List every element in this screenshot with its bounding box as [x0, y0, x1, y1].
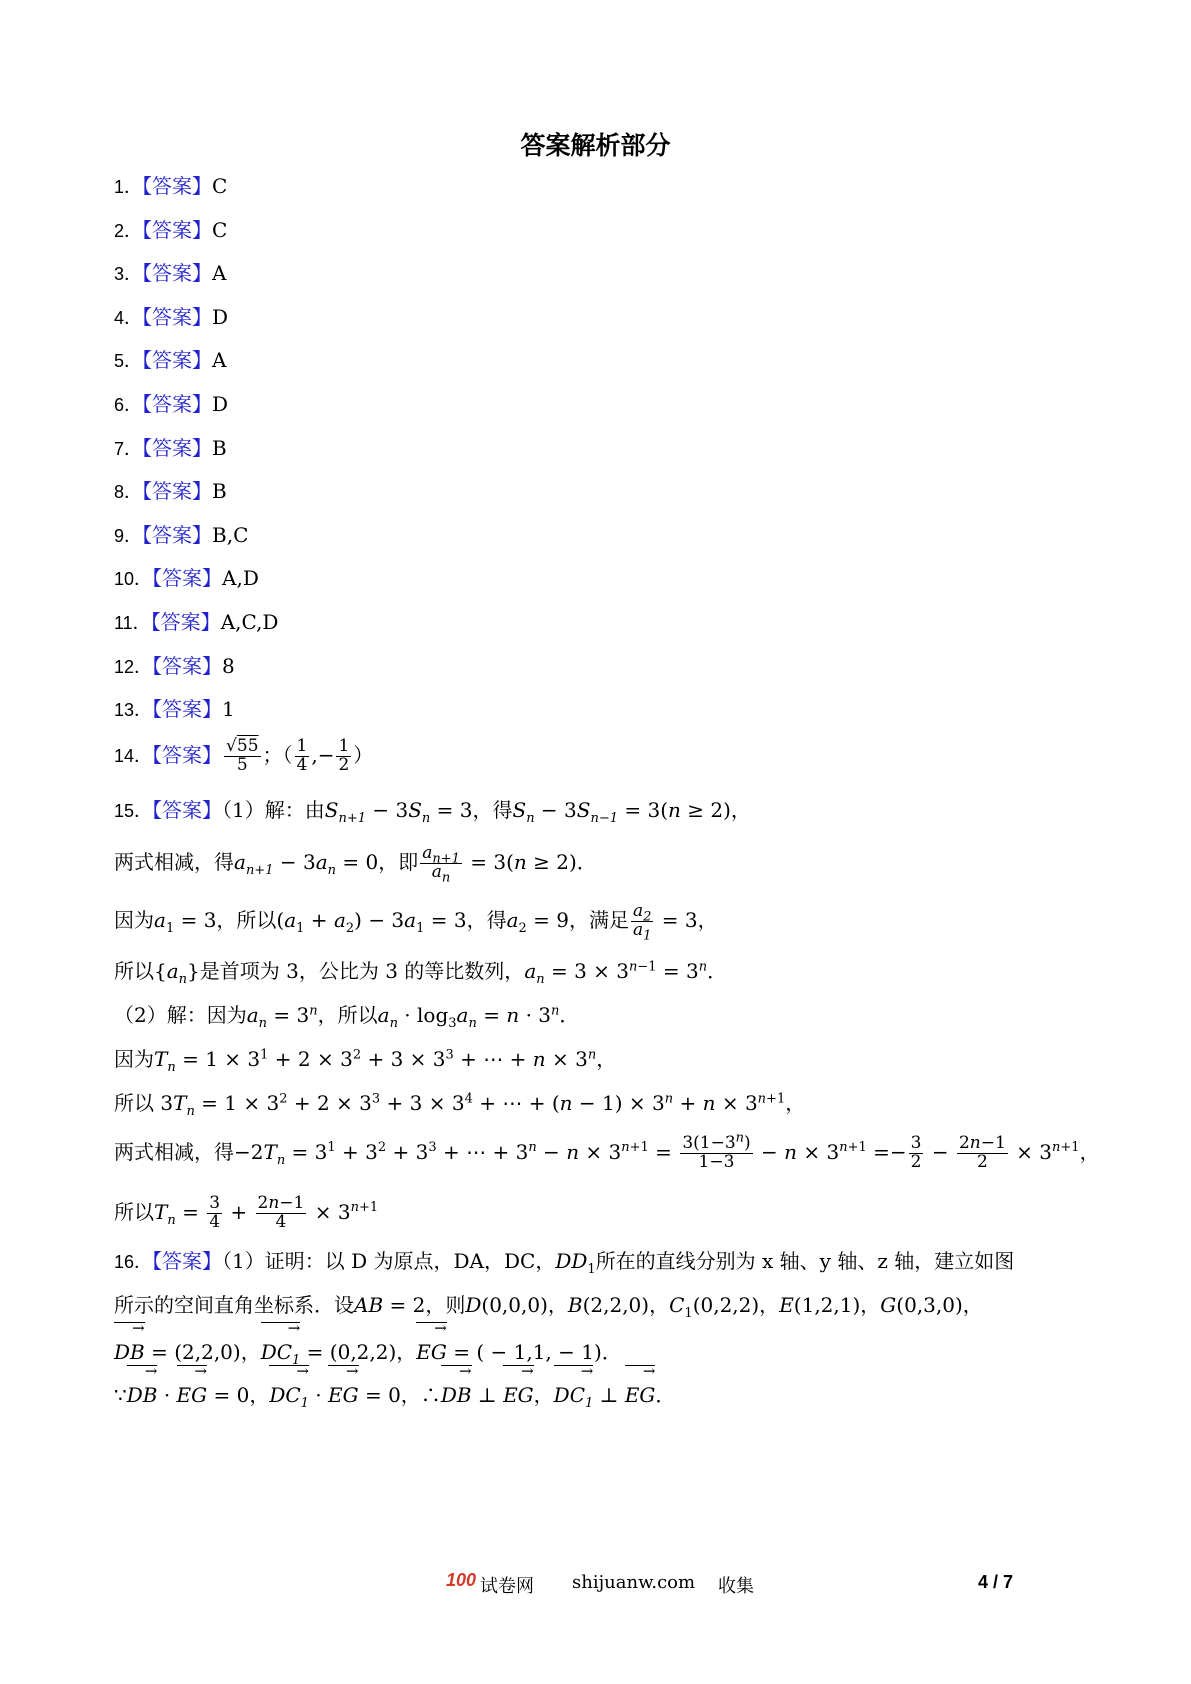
answer-value: D — [212, 392, 229, 416]
question-number: 3． — [114, 264, 143, 285]
answer-value: 1 — [222, 697, 235, 722]
answer-tag: 【答案】 — [152, 566, 223, 591]
answer-value: C — [212, 174, 228, 198]
answer-tag: 【答案】 — [152, 1249, 223, 1273]
answer-4 — [114, 302, 228, 333]
answer-1 — [114, 171, 227, 202]
answer-7 — [114, 433, 227, 464]
question-number: 14． — [114, 745, 153, 766]
answer-value: B — [212, 435, 227, 460]
answer-15-line-3: 因为$a_1 = 3$，所以$(a_1 + a_2) - 3a_1 = 3$，得$a_2 = 9$，满足 $\frac{a_2}{a_1}$ = 3， — [114, 901, 718, 944]
answer-tag: 【答案】 — [142, 348, 213, 373]
question-number: 4． — [114, 307, 143, 328]
answer-tag: 【答案】 — [152, 742, 223, 767]
answer-tag: 【答案】 — [142, 392, 213, 416]
answer-16-line-3: → DB = (2,2,0)，→ $DC_1 = (0,2,2)$，→ EG = ( − 1,1, − 1)． — [114, 1337, 622, 1367]
answer-value: A,C,D — [220, 610, 279, 634]
answer-13 — [114, 694, 235, 725]
answer-value: B — [212, 479, 227, 504]
answer-tag: 【答案】 — [152, 653, 223, 678]
answer-15-line-8: 两式相减，得$-2T_n = 3^1 + 3^2 + 3^3$ + ⋯ + $3^n - n \times 3^{n+1}$ = $\frac{3(1-3^n)}{1-3}$ − $n \times 3^{n+1}$ =− $\frac{3}{2}$ − $\frac{2n-1}{2}$ × $3^{n+1}$， — [114, 1130, 1100, 1172]
question-number: 13． — [114, 700, 153, 721]
fraction-sqrt55-over-5: $\frac{√55}{5}$ — [226, 736, 259, 775]
question-number: 11． — [114, 613, 151, 633]
question-number: 12． — [114, 656, 153, 677]
answer-8 — [114, 476, 227, 507]
answer-15-line-1: 15．【答案】（1）解：由$S_{n+1} - 3S_n = 3$，得$S_n - 3S_{n-1} = 3(n \ge 2)$， — [114, 798, 751, 826]
collect-label: 收集 — [718, 1576, 754, 1597]
answer-value: A — [212, 348, 227, 373]
answer-tag: 【答案】 — [150, 610, 221, 634]
answer-9 — [114, 520, 248, 551]
answer-12 — [114, 651, 235, 682]
answer-value: D — [212, 304, 229, 329]
answer-3 — [114, 258, 226, 289]
answer-tag: 【答案】 — [142, 479, 213, 504]
answer-15-line-6: 因为$T_n = 1 \times 3^1 + 2 \times 3^2 + 3 \times 3^3$ + ⋯ + $n \times 3^n$， — [114, 1047, 617, 1075]
question-number: 6． — [114, 395, 143, 415]
question-number: 7． — [114, 438, 143, 459]
question-number: 1． — [114, 177, 143, 197]
answer-15-line-9: 所以$T_n$ = $\frac{3}{4}$ + $\frac{2n-1}{4}$ × $3^{n+1}$ — [114, 1193, 379, 1232]
answer-tag: 【答案】 — [142, 217, 213, 242]
answer-16-line-2: 所示的空间直角坐标系．设AB = 2，则D(0,0,0)，B(2,2,0)，$C_1(0,2,2)$，E(1,2,1)，G(0,3,0)， — [114, 1293, 983, 1321]
answer-15-line-4: 所以$\{a_n\}$是首项为 3，公比为 3 的等比数列，$a_n = 3 \times 3^{n-1} = 3^n$． — [114, 959, 728, 987]
question-number: 9． — [114, 525, 143, 546]
question-number: 8． — [114, 482, 143, 503]
answer-16-line-1: 16．【答案】（1）证明：以 D 为原点，DA，DC，$DD_1$所在的直线分别为 x 轴、y 轴、z 轴，建立如图 — [114, 1249, 1015, 1277]
page-title: 答案解析部分 — [520, 131, 671, 160]
question-number: 2． — [114, 220, 143, 241]
answer-15-line-7: 所以 $3T_n = 1 \times 3^2 + 2 \times 3^3 + 3 \times 3^4$ + ⋯ + $(n - 1) \times 3^n + n \times 3^{n+1}$， — [114, 1091, 806, 1119]
answer-2 — [114, 215, 227, 246]
answer-6 — [114, 389, 228, 420]
answer-tag: 【答案】 — [142, 435, 213, 460]
answer-16-line-4: ∵→ DB · → EG = 0，→ $DC_1$ · → EG = 0，∴→ DB ⊥ → EG，→ $DC_1$ ⊥ → EG． — [114, 1380, 675, 1410]
answer-tag: 【答案】 — [142, 522, 213, 547]
answer-value: 8 — [222, 653, 235, 678]
page-number: 4 / 7 — [978, 1572, 1014, 1592]
site-name: 试卷网 — [480, 1576, 534, 1597]
site-domain: shijuanw.com — [572, 1572, 696, 1593]
answer-value: C — [212, 217, 228, 242]
answer-value: A — [212, 261, 227, 286]
answer-value: A,D — [222, 566, 259, 591]
answer-15-line-2: 两式相减，得$a_{n+1} - 3a_n = 0$，即 $\frac{a_{n+1}}{a_n}$ = 3(n ≥ 2)． — [114, 843, 597, 886]
site-logo: 100 — [446, 1570, 477, 1590]
answer-15-line-5: （2）解：因为$a_n = 3^n$，所以$a_n \cdot \log_3a_n = n \cdot 3^n$． — [114, 1003, 580, 1031]
answer-5 — [114, 345, 226, 376]
answer-tag: 【答案】 — [142, 174, 213, 198]
answer-tag: 【答案】 — [152, 697, 223, 722]
answer-value: B,C — [212, 522, 249, 547]
answer-11 — [114, 607, 278, 638]
answer-tag: 【答案】 — [152, 798, 223, 822]
question-number: 5． — [114, 351, 143, 372]
answer-14: 14．【答案】 $\frac{√55}{5}$ ；（ $\frac{1}{4}$ ,− $\frac{1}{2}$ ） — [114, 736, 374, 775]
question-number: 10． — [114, 569, 153, 590]
answer-10 — [114, 563, 259, 594]
answer-tag: 【答案】 — [142, 304, 213, 329]
answer-tag: 【答案】 — [142, 261, 213, 286]
